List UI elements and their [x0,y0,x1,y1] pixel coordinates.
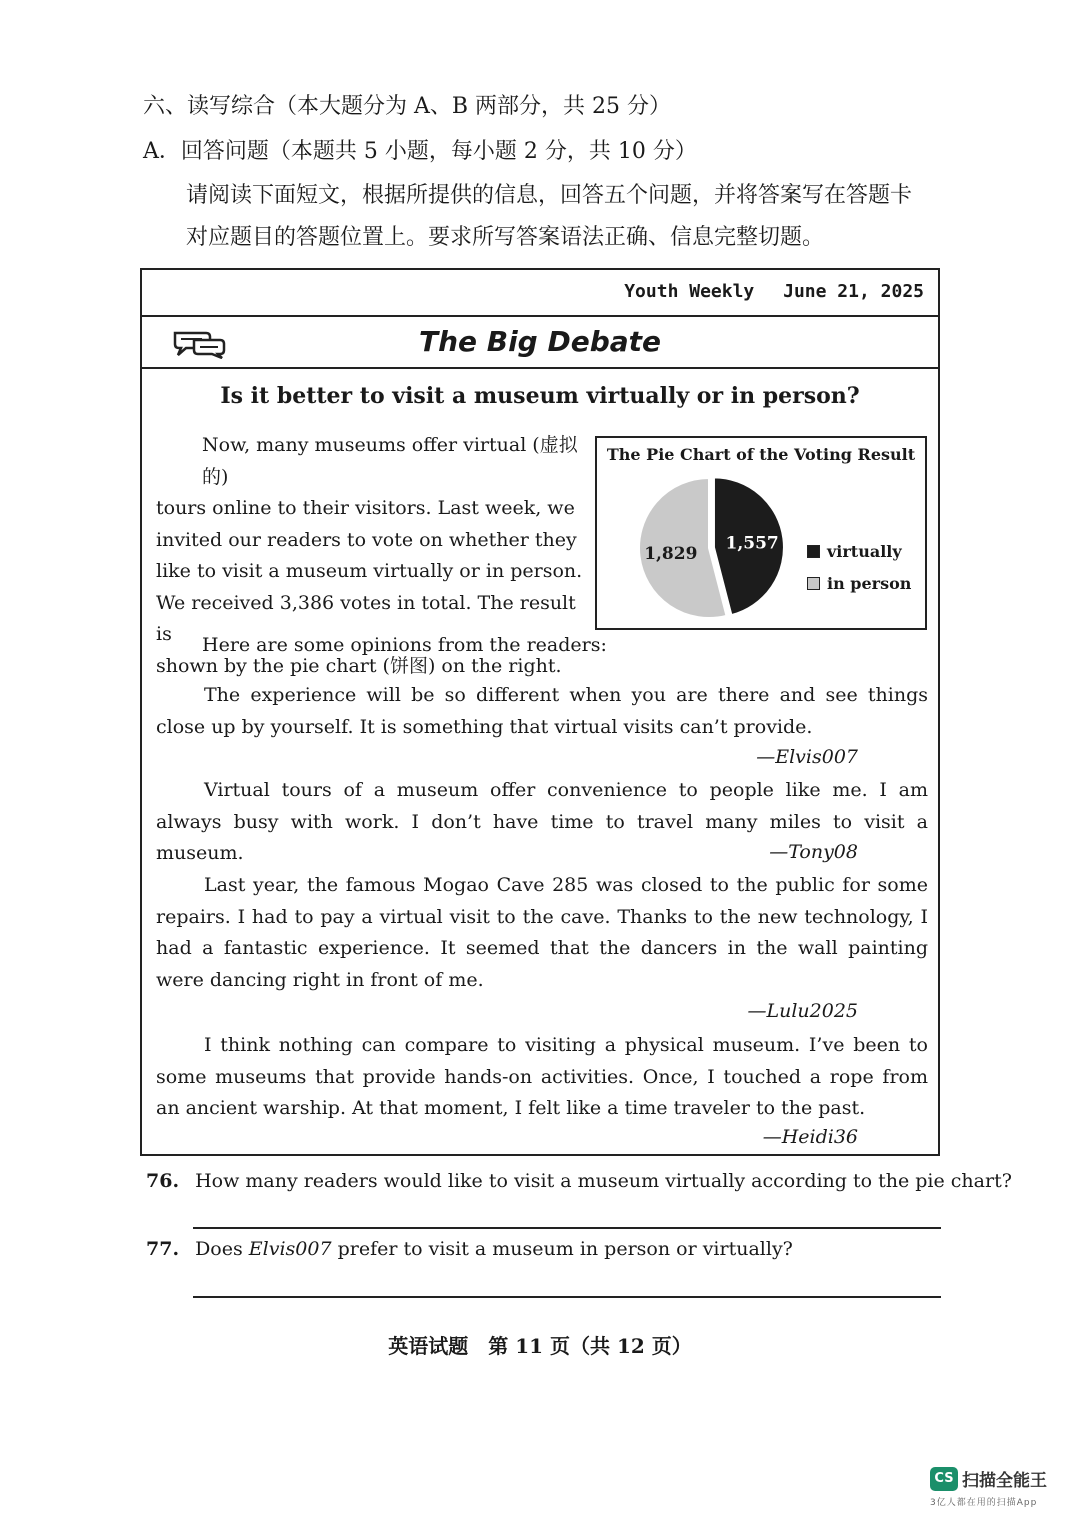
pie-chart-box [595,436,927,630]
legend-item [807,568,911,600]
masthead [142,270,938,317]
intro-line: tours online to their visitors. Last week, we [156,497,575,519]
opinion-paragraph [156,870,928,996]
legend-swatch [807,545,820,558]
intro-line: invited our readers to vote on whether they [156,528,577,551]
pie-slice-label: 1,829 [644,543,698,564]
answer-line-76[interactable] [193,1227,941,1229]
opinion-paragraph [156,680,928,743]
legend-swatch [807,577,820,590]
question-76 [146,1170,1012,1192]
banner-title: The Big Debate [418,325,662,358]
section-title: 六、读写综合（本大题分为 A、B 两部分，共 25 分） [143,94,672,119]
legend-label: virtually [827,542,902,561]
article-box [140,268,940,1156]
opinion-paragraph [156,1030,928,1125]
question-text: How many readers would like to visit a museum virtually according to the pie chart? [195,1170,1012,1192]
opinion-author: —Elvis007 [756,746,858,768]
opinions-intro: Here are some opinions from the readers: [202,634,607,656]
opinion-text: Virtual tours of a museum offer convenience to people like me. I am always busy with work. I don’t have time to travel many miles to visit a museum. [156,779,928,864]
scanner-watermark [930,1466,1047,1508]
answer-line-77[interactable] [193,1296,941,1298]
question-text-italic: Elvis007 [248,1238,332,1260]
debate-question: Is it better to visit a museum virtually or in person? [220,383,860,409]
opinion-author: —Tony08 [769,841,858,863]
scanner-name: 扫描全能王 [962,1471,1047,1491]
question-number: 77. [146,1238,180,1260]
instruction-line-2: 对应题目的答题位置上。要求所写答案语法正确、信息完整切题。 [186,225,825,250]
publication-name: Youth Weekly [624,281,755,302]
scanner-logo: CS [930,1467,958,1491]
legend-item [807,536,911,568]
instruction-line-1: 请阅读下面短文，根据所提供的信息，回答五个问题，并将答案写在答题卡 [186,183,913,208]
intro-line: Now, many museums offer virtual (虚拟的) [202,434,578,488]
intro-line: We received 3,386 votes in total. The result is [156,591,576,645]
part-title: A．回答问题（本题共 5 小题，每小题 2 分，共 10 分） [143,139,697,164]
question-text: prefer to visit a museum in person or virtually? [331,1238,793,1260]
question-text: Does [195,1238,249,1260]
pie-chart [597,438,929,632]
intro-line: like to visit a museum virtually or in person. [156,560,583,582]
question-77 [146,1238,793,1260]
pie-slice-label: 1,557 [725,533,779,554]
banner [142,317,938,369]
chart-title: The Pie Chart of the Voting Result [606,445,916,464]
publication-date: June 21, 2025 [783,281,924,302]
intro-line: shown by the pie chart (饼图) on the right. [156,654,562,677]
chart-legend [807,536,911,600]
scanner-tagline: 3亿人都在用的扫描App [930,1498,1038,1508]
opinion-text: I think nothing can compare to visiting a physical museum. I’ve been to some museums that provide hands-on activities. Once, I touched a rope from an ancient warship. At that moment, I felt like a time traveler to the past. [156,1034,928,1119]
legend-label: in person [827,574,912,593]
question-number: 76. [146,1170,180,1192]
opinion-author: —Heidi36 [762,1126,858,1148]
opinion-author: —Lulu2025 [747,1000,858,1022]
page-footer: 英语试题 第 11 页（共 12 页） [388,1334,692,1358]
opinion-text: Last year, the famous Mogao Cave 285 was closed to the public for some repairs. I had to pay a virtual visit to the cave. Thanks to the new technology, I had a fantastic experience. It seemed that the dancers in the wall painting were dancing right in front of me. [156,874,928,991]
opinion-text: The experience will be so different when you are there and see things close up by yourself. It is something that virtual visits can’t provide. [156,684,928,738]
